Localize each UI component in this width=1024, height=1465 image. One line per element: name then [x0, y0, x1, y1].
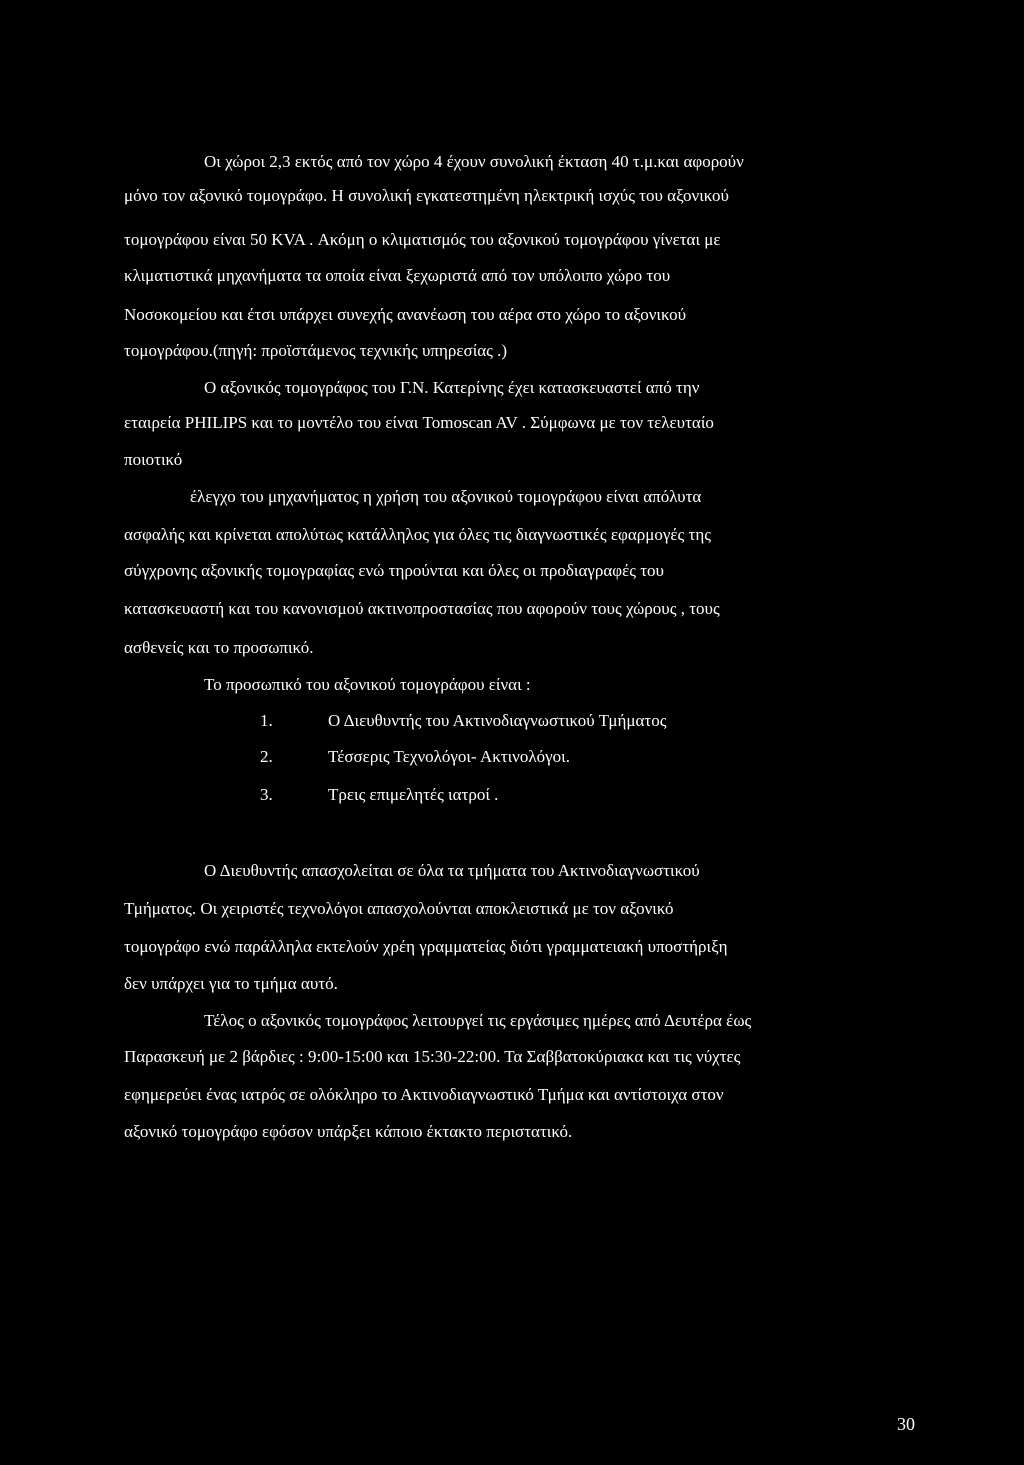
list-item-text: Ο Διευθυντής του Ακτινοδιαγνωστικού Τμήματος: [328, 711, 667, 730]
list-item-number: 2.: [260, 747, 273, 766]
text-line: Τέλος ο αξονικός τομογράφος λειτουργεί τις εργάσιμες ημέρες από Δευτέρα έως: [204, 1011, 752, 1030]
text-line: δεν υπάρχει για το τμήμα αυτό.: [124, 974, 338, 993]
list-item-text: Τρεις επιμελητές ιατροί .: [328, 785, 499, 804]
list-item-number: 1.: [260, 711, 273, 730]
list-item-number: 3.: [260, 785, 273, 804]
list-item-text: Τέσσερις Τεχνολόγοι- Ακτινολόγοι.: [328, 747, 570, 766]
text-line: σύγχρονης αξονικής τομογραφίας ενώ τηρούνται και όλες οι προδιαγραφές του: [124, 561, 664, 580]
text-line: ασφαλής και κρίνεται απολύτως κατάλληλος για όλες τις διαγνωστικές εφαρμογές της: [124, 525, 711, 544]
text-line: ποιοτικό: [124, 450, 183, 469]
page-number: 30: [897, 1414, 915, 1434]
text-line: ασθενείς και το προσωπικό.: [124, 638, 314, 657]
text-line: τομογράφου είναι 50 KVA . Ακόμη ο κλιματισμός του αξονικού τομογράφου γίνεται με: [124, 230, 721, 249]
text-line: εφημερεύει ένας ιατρός σε ολόκληρο το Ακτινοδιαγνωστικό Τμήμα και αντίστοιχα στον: [124, 1085, 724, 1104]
text-line: εταιρεία PHILIPS και το μοντέλο του είναι Tomoscan AV . Σύμφωνα με τον τελευταίο: [124, 413, 714, 432]
text-line: αξονικό τομογράφο εφόσον υπάρξει κάποιο έκτακτο περιστατικό.: [124, 1122, 573, 1141]
text-line: έλεγχο του μηχανήματος η χρήση του αξονικού τομογράφου είναι απόλυτα: [190, 487, 702, 506]
text-line: τομογράφο ενώ παράλληλα εκτελούν χρέη γραμματείας διότι γραμματειακή υποστήριξη: [124, 937, 728, 956]
text-line: Οι χώροι 2,3 εκτός από τον χώρο 4 έχουν συνολική έκταση 40 τ.μ.και αφορούν: [204, 152, 744, 171]
text-line: Τμήματος. Οι χειριστές τεχνολόγοι απασχολούνται αποκλειστικά με τον αξονικό: [124, 899, 674, 918]
text-line: Ο Διευθυντής απασχολείται σε όλα τα τμήματα του Ακτινοδιαγνωστικού: [204, 861, 700, 880]
text-line: Παρασκευή με 2 βάρδιες : 9:00-15:00 και 15:30-22:00. Τα Σαββατοκύριακα και τις νύχτες: [124, 1047, 741, 1066]
text-line: τομογράφου.(πηγή: προϊστάμενος τεχνικής υπηρεσίας .): [124, 341, 508, 360]
text-line: Νοσοκομείου και έτσι υπάρχει συνεχής ανανέωση του αέρα στο χώρο το αξονικού: [124, 305, 687, 324]
text-line: μόνο τον αξονικό τομογράφο. Η συνολική εγκατεστημένη ηλεκτρική ισχύς του αξονικού: [124, 186, 729, 205]
staff-heading: Το προσωπικό του αξονικού τομογράφου είναι :: [204, 675, 531, 694]
text-line: Ο αξονικός τομογράφος του Γ.Ν. Κατερίνης έχει κατασκευαστεί από την: [204, 378, 700, 397]
text-line: κατασκευαστή και του κανονισμού ακτινοπροστασίας που αφορούν τους χώρους , τους: [124, 599, 720, 618]
text-line: κλιματιστικά μηχανήματα τα οποία είναι ξεχωριστά από τον υπόλοιπο χώρο του: [124, 266, 671, 285]
